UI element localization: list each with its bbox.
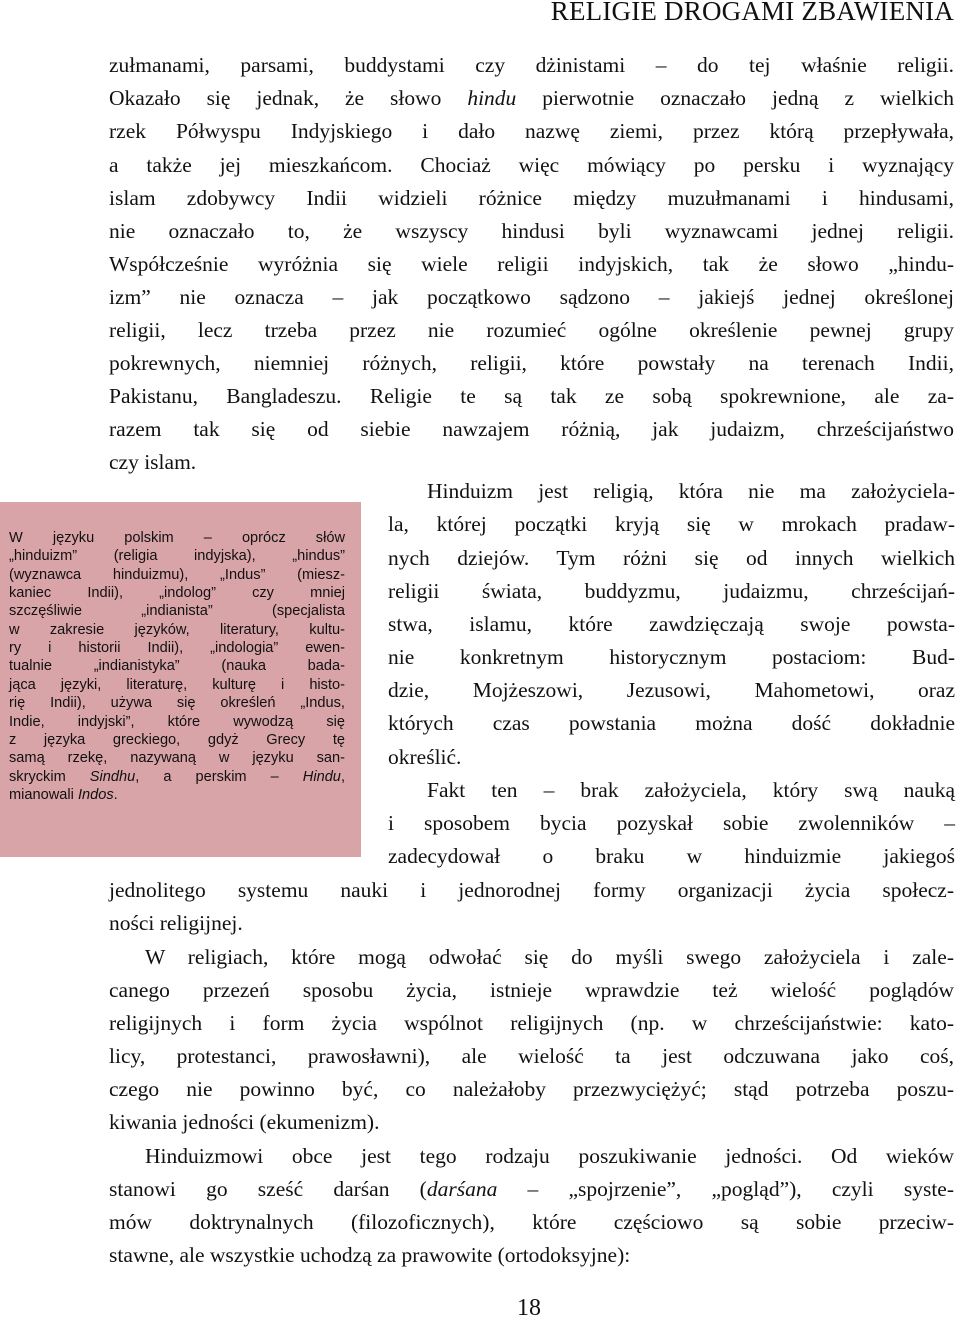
sidebar-line: rię Indii), używa się określeń „Indus, [9, 695, 345, 711]
body-line: zadecydował o braku w hinduizmie jakiegoś [388, 844, 955, 868]
body-line: rzek Półwyspu Indyjskiego i dało nazwę ziemi, przez którą przepływała, [109, 119, 954, 143]
running-header: RELIGIE DROGAMI ZBAWIENIA [550, 0, 954, 26]
body-line: jednolitego systemu nauki i jednorodnej formy organizacji życia społecz- [109, 878, 954, 902]
body-line: religijnych i form życia wspólnot religijnych (np. w chrześcijaństwie: kato- [109, 1011, 954, 1035]
body-line: nie konkretnym historycznym postaciom: Bud- [388, 645, 955, 669]
body-line: czego nie powinno być, co należałoby przezwyciężyć; stąd potrzeba poszu- [109, 1077, 954, 1101]
body-line: Hinduizmowi obce jest tego rodzaju poszukiwanie jedności. Od wieków [145, 1144, 954, 1168]
sidebar-line: jąca języki, literaturę, kulturę i histo- [9, 677, 345, 693]
body-line: ności religijnej. [109, 911, 243, 935]
sidebar-note [0, 502, 361, 857]
body-line: Pakistanu, Bangladeszu. Religie te są tak ze sobą spokrewnione, ale za- [109, 384, 954, 408]
body-line: a także jej mieszkańcom. Chociaż więc mówiący po persku i wyznający [109, 153, 954, 177]
body-line: stwa, islamu, które zawdzięczają swoje powsta- [388, 612, 955, 636]
sidebar-line: „hinduizm” (religia indyjska), „hindus” [9, 548, 345, 564]
sidebar-line: tualnie „indianistyka” (nauka bada- [9, 658, 345, 674]
body-line: islam zdobywcy Indii widzieli różnice między muzułmanami i hindusami, [109, 186, 954, 210]
sidebar-line: samą rzekę, nazywaną w języku san- [9, 750, 345, 766]
body-line: Okazało się jednak, że słowo hindu pierwotnie oznaczało jedną z wielkich [109, 86, 954, 110]
body-line: i sposobem bycia pozyskał sobie zwolenników – [388, 811, 955, 835]
body-line: Hinduizm jest religią, która nie ma założyciela- [427, 479, 955, 503]
sidebar-line: z języka greckiego, gdyż Grecy tę [9, 732, 345, 748]
body-line: dzie, Mojżeszowi, Jezusowi, Mahometowi, oraz [388, 678, 955, 702]
body-line: pokrewnych, niemniej różnych, religii, które powstały na terenach Indii, [109, 351, 954, 375]
body-line: izm” nie oznacza – jak początkowo sądzono – jakiejś jednej określonej [109, 285, 954, 309]
body-line: W religiach, które mogą odwołać się do myśli swego założyciela i zale- [145, 945, 954, 969]
body-line: stawne, ale wszystkie uchodzą za prawowite (ortodoksyjne): [109, 1243, 631, 1267]
body-line: religii, lecz trzeba przez nie rozumieć ogólne określenie pewnej grupy [109, 318, 954, 342]
body-line: canego przezeń sposobu życia, istnieje wprawdzie też wielość poglądów [109, 978, 954, 1002]
sidebar-line: ry i historii Indii), „indologia” ewen- [9, 640, 345, 656]
body-line: mów doktrynalnych (filozoficznych), które częściowo są sobie przeciw- [109, 1210, 954, 1234]
sidebar-line: Indie, indyjski”, które wywodzą się [9, 714, 345, 730]
body-line: licy, protestanci, prawosławni), ale wielość ta jest odczuwana jako coś, [109, 1044, 954, 1068]
sidebar-line: W języku polskim – oprócz słów [9, 530, 345, 546]
sidebar-line: mianowali Indos. [9, 787, 118, 803]
body-line: których czas powstania można dość dokładnie [388, 711, 955, 735]
body-line: nie oznaczało to, że wszyscy hindusi byli wyznawcami jednej religii. [109, 219, 954, 243]
body-line: stanowi go sześć darśan (darśana – „spojrzenie”, „pogląd”), czyli syste- [109, 1177, 954, 1201]
body-line: religii świata, buddyzmu, judaizmu, chrześcijań- [388, 579, 955, 603]
sidebar-line: skryckim Sindhu, a perskim – Hindu, [9, 769, 345, 785]
body-line: czy islam. [109, 450, 197, 474]
body-line: określić. [388, 745, 462, 769]
page-number: 18 [517, 1295, 541, 1321]
body-line: nych dziejów. Tym różni się od innych wielkich [388, 546, 955, 570]
sidebar-line: (wyznawca hinduizmu), „Indus” (miesz- [9, 567, 345, 583]
body-line: Fakt ten – brak założyciela, który swą nauką [427, 778, 955, 802]
body-line: razem tak się od siebie nawzajem różnią, jak judaizm, chrześcijaństwo [109, 417, 954, 441]
body-line: zułmanami, parsami, buddystami czy dżinistami – do tej właśnie religii. [109, 53, 954, 77]
body-line: la, której początki kryją się w mrokach pradaw- [388, 512, 955, 536]
sidebar-line: szczęśliwie „indianista” (specjalista [9, 603, 345, 619]
sidebar-line: kaniec Indii), „indolog” czy mniej [9, 585, 345, 601]
body-line: kiwania jedności (ekumenizm). [109, 1110, 380, 1134]
sidebar-line: w zakresie języków, literatury, kultu- [9, 622, 345, 638]
body-line: Współcześnie wyróżnia się wiele religii indyjskich, tak że słowo „hindu- [109, 252, 954, 276]
